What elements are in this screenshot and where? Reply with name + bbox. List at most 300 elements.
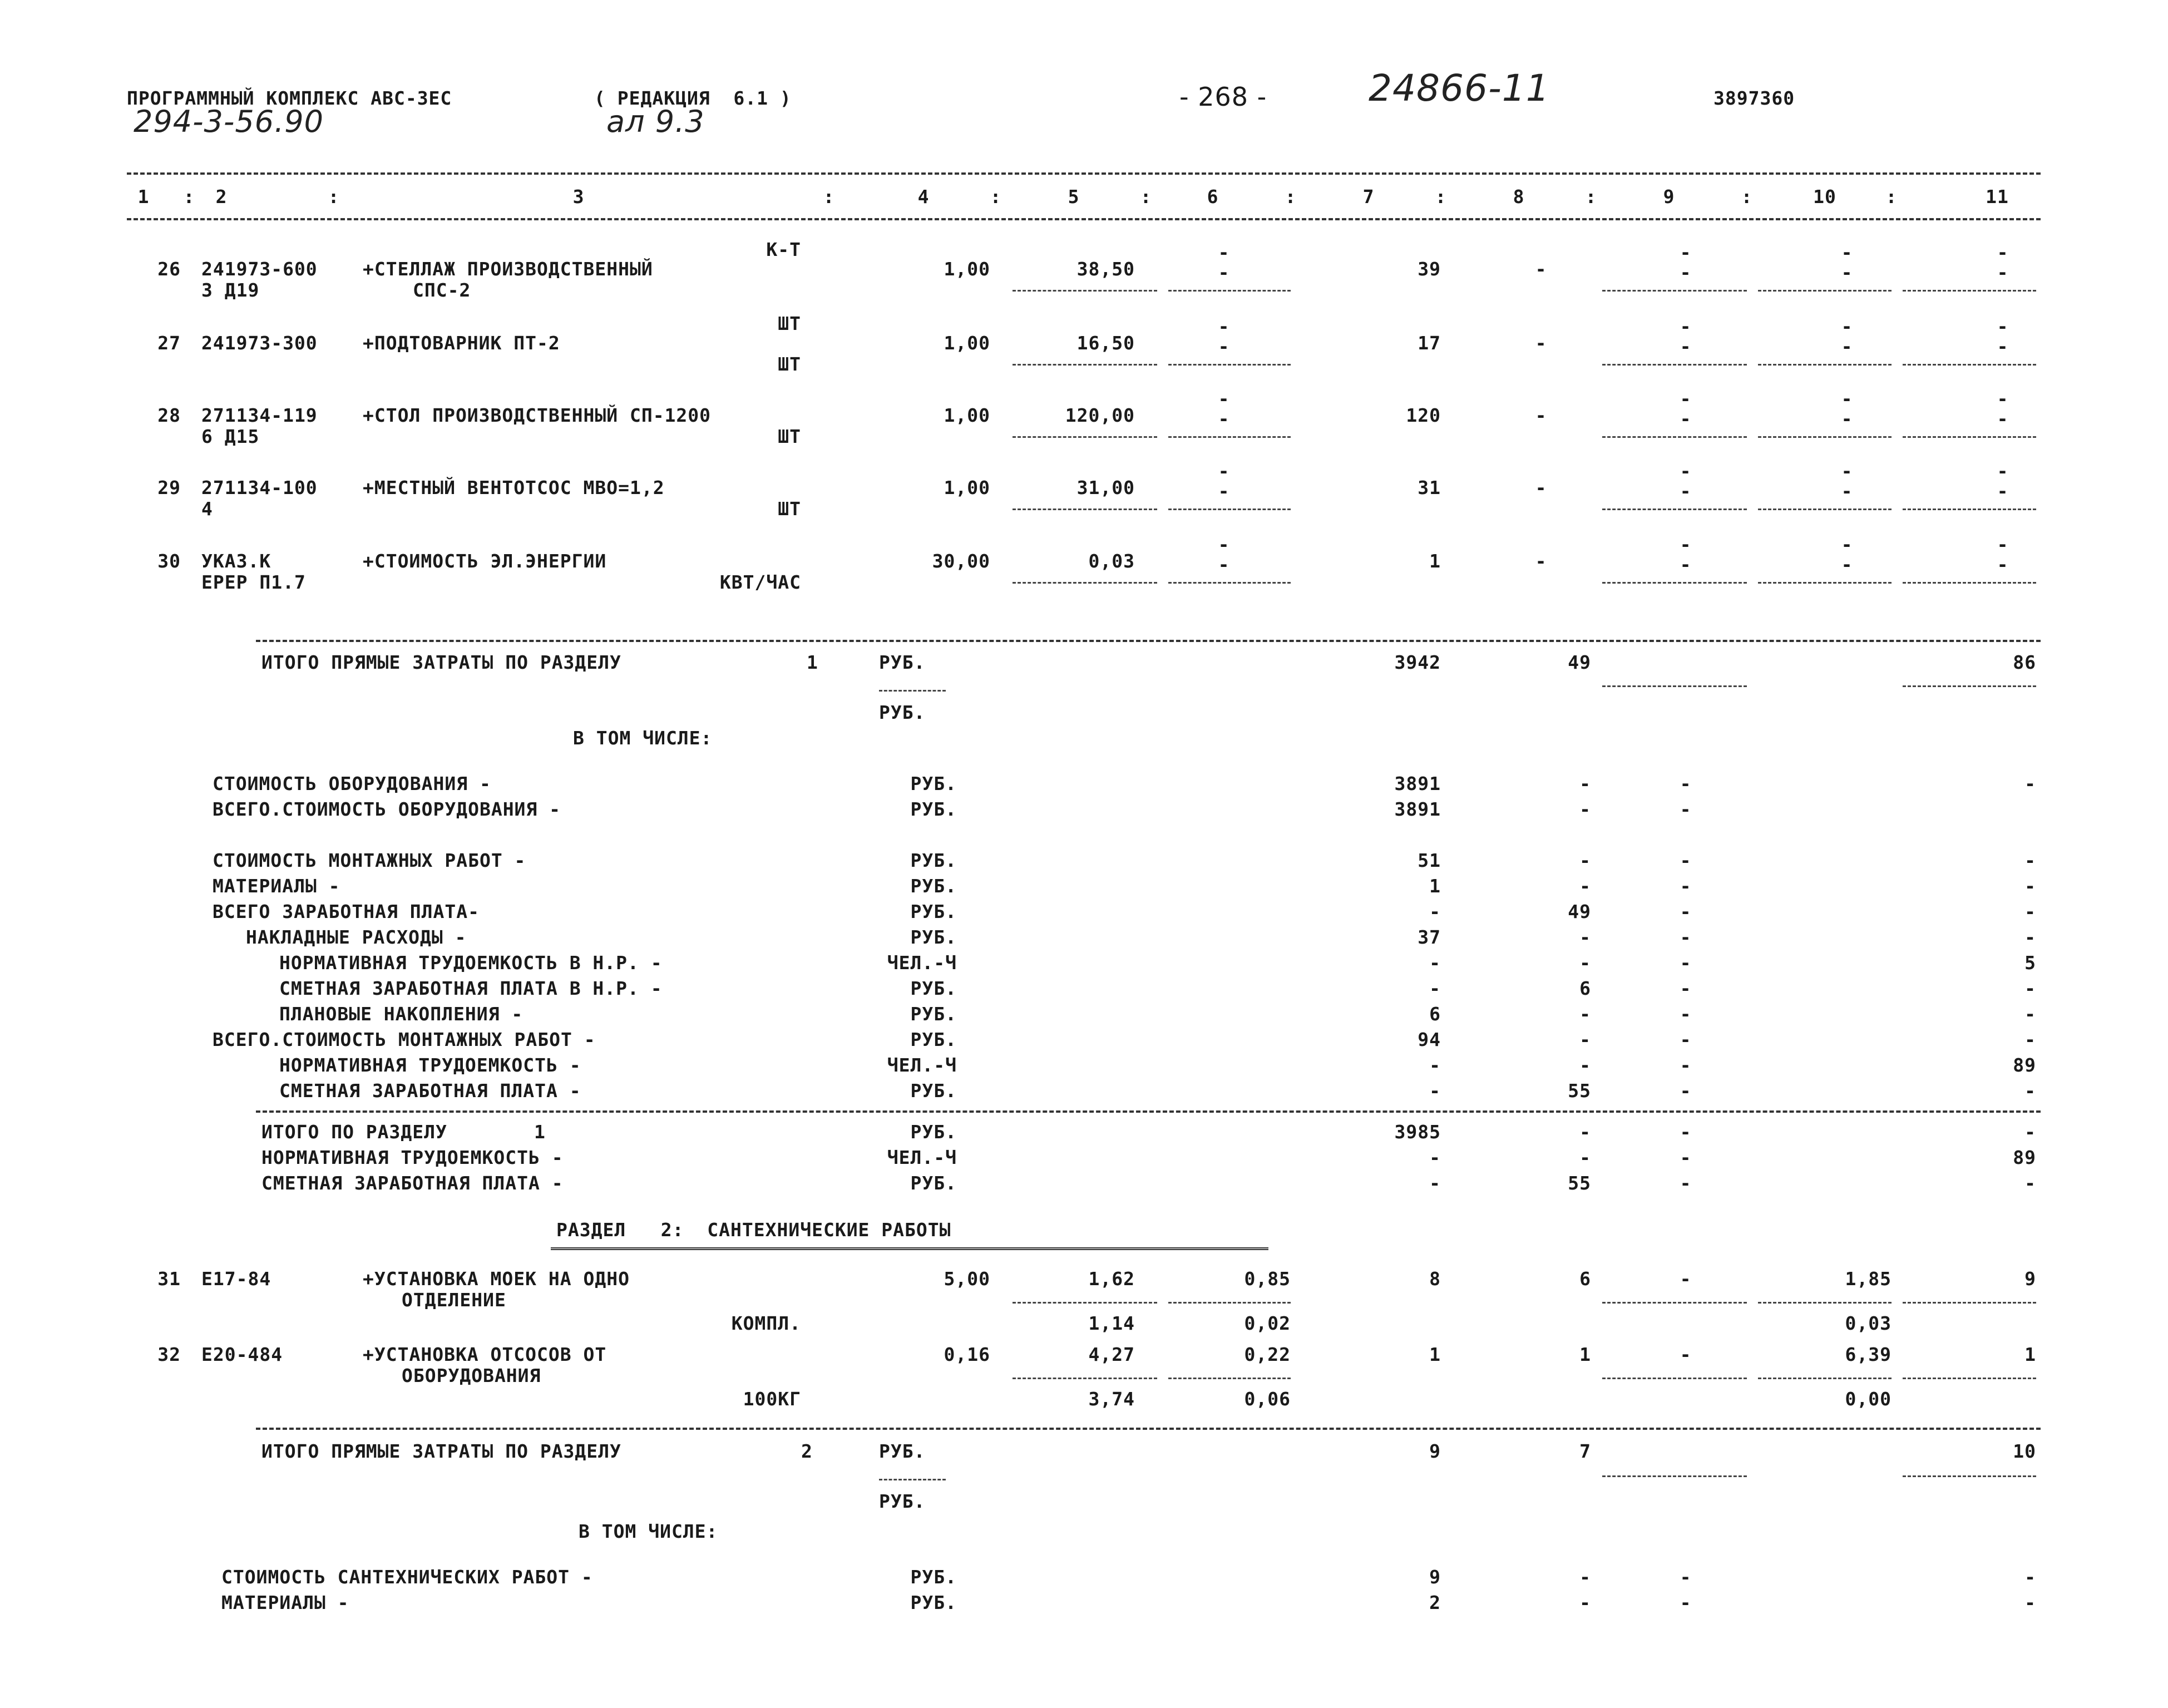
item-machine-wages: 0,02 <box>1244 1312 1291 1334</box>
item-name: +СТОЛ ПРОИЗВОДСТВЕННЫЙ СП-1200 <box>363 404 712 426</box>
item-dash: - <box>1218 335 1230 357</box>
item-unit-price: 4,27 <box>1088 1344 1135 1365</box>
rule <box>1758 364 1892 366</box>
breakdown-col9: - <box>1680 1592 1692 1613</box>
rule <box>1758 290 1892 292</box>
item-name: +УСТАНОВКА МОЕК НА ОДНО <box>363 1268 630 1290</box>
rule <box>1013 364 1157 366</box>
item-dash: - <box>1680 460 1692 482</box>
rule <box>1168 1378 1291 1379</box>
total-col7: 3942 <box>1394 651 1441 673</box>
total-col8: 49 <box>1568 651 1591 673</box>
item-labour-machine: 0,00 <box>1845 1388 1892 1410</box>
column-number: 4 <box>917 186 930 208</box>
item-col9: - <box>1680 1344 1692 1365</box>
grand-total-col7: - <box>1429 1147 1441 1168</box>
breakdown-col7: 1 <box>1429 875 1441 897</box>
item-total: 31 <box>1418 477 1441 498</box>
total-section-number: 1 <box>807 651 818 673</box>
column-separator: : <box>1435 186 1447 208</box>
grand-total-col8: - <box>1579 1121 1591 1143</box>
breakdown-col11: 5 <box>2024 952 2036 974</box>
item-name-line2: ОТДЕЛЕНИЕ <box>402 1289 506 1311</box>
breakdown-col7: 94 <box>1418 1029 1441 1050</box>
item-quantity: 5,00 <box>944 1268 990 1290</box>
item-number: 29 <box>157 477 181 498</box>
breakdown-col7: - <box>1429 978 1441 999</box>
rule <box>1903 685 2036 687</box>
item-unit-price: 38,50 <box>1076 258 1135 280</box>
column-number: 11 <box>1986 186 2009 208</box>
item-code: Е17-84 <box>201 1268 271 1290</box>
item-labour: 1,85 <box>1845 1268 1892 1290</box>
rule <box>551 1247 1268 1250</box>
breakdown-label: ВСЕГО.СТОИМОСТЬ ОБОРУДОВАНИЯ - <box>213 798 561 820</box>
breakdown-label: МАТЕРИАЛЫ - <box>221 1592 349 1613</box>
item-quantity: 30,00 <box>932 550 990 572</box>
breakdown-col8: - <box>1579 1003 1591 1025</box>
column-separator: : <box>1741 186 1753 208</box>
item-code-line2: 4 <box>201 498 213 520</box>
item-col9: - <box>1680 1268 1692 1290</box>
item-labour: 6,39 <box>1845 1344 1892 1365</box>
breakdown-label: ВСЕГО ЗАРАБОТНАЯ ПЛАТА- <box>213 901 480 922</box>
item-number: 28 <box>157 404 181 426</box>
rule <box>1758 582 1892 584</box>
breakdown-unit: РУБ. <box>910 773 957 794</box>
item-dash: - <box>1218 388 1230 409</box>
item-dash: - <box>1997 408 2009 430</box>
grand-total-col7: 3985 <box>1394 1121 1441 1143</box>
rule <box>1168 364 1291 366</box>
item-total: 120 <box>1406 404 1441 426</box>
rule <box>1602 509 1747 510</box>
item-code: Е20-484 <box>201 1344 283 1365</box>
rule <box>1602 1475 1747 1477</box>
rule <box>1602 685 1747 687</box>
rule <box>256 1428 2041 1430</box>
item-dash: - <box>1680 261 1692 283</box>
item-quantity: 1,00 <box>944 477 990 498</box>
column-number: 7 <box>1362 186 1375 208</box>
including-label: В ТОМ ЧИСЛЕ: <box>579 1521 718 1542</box>
column-separator: : <box>1885 186 1898 208</box>
total-col8: 7 <box>1579 1440 1591 1462</box>
item-name: +СТОИМОСТЬ ЭЛ.ЭНЕРГИИ <box>363 550 607 572</box>
item-name: +СТЕЛЛАЖ ПРОИЗВОДСТВЕННЫЙ <box>363 258 653 280</box>
item-total: 8 <box>1429 1268 1441 1290</box>
breakdown-label: СТОИМОСТЬ ОБОРУДОВАНИЯ - <box>213 773 491 794</box>
item-total: 1 <box>1429 1344 1441 1365</box>
breakdown-unit: РУБ. <box>910 1080 957 1102</box>
breakdown-col8: - <box>1579 798 1591 820</box>
rule <box>127 172 2041 175</box>
breakdown-col9: - <box>1680 1080 1692 1102</box>
breakdown-col9: - <box>1680 773 1692 794</box>
breakdown-label: НОРМАТИВНАЯ ТРУДОЕМКОСТЬ - <box>279 1054 581 1076</box>
breakdown-col8: - <box>1579 773 1591 794</box>
item-unit-price: 120,00 <box>1065 404 1135 426</box>
breakdown-col9: - <box>1680 952 1692 974</box>
handwritten-project: 294-3-56.90 <box>134 104 324 139</box>
item-code-line2: 3 Д19 <box>201 279 260 301</box>
item-quantity: 1,00 <box>944 332 990 354</box>
rule <box>256 1110 2041 1113</box>
rule <box>1602 364 1747 366</box>
grand-total-col11: - <box>2024 1172 2036 1194</box>
breakdown-col7: 9 <box>1429 1566 1441 1588</box>
item-number: 26 <box>157 258 181 280</box>
page-number: - 268 - <box>1179 82 1267 112</box>
item-total: 17 <box>1418 332 1441 354</box>
breakdown-unit: РУБ. <box>910 798 957 820</box>
rule <box>1168 436 1291 438</box>
item-dash: - <box>1680 241 1692 263</box>
item-dash: - <box>1218 534 1230 555</box>
breakdown-col11: - <box>2024 1592 2036 1613</box>
item-dash: - <box>1218 554 1230 575</box>
item-dash: - <box>1841 241 1853 263</box>
item-dash: - <box>1680 554 1692 575</box>
item-dash: - <box>1841 388 1853 409</box>
rule <box>256 640 2041 642</box>
item-dash: - <box>1841 554 1853 575</box>
breakdown-label: ПЛАНОВЫЕ НАКОПЛЕНИЯ - <box>279 1003 524 1025</box>
item-machine-cost: 0,22 <box>1244 1344 1291 1365</box>
grand-total-col11: 89 <box>2013 1147 2036 1168</box>
item-dash: - <box>1680 408 1692 430</box>
breakdown-unit: ЧЕЛ.-Ч <box>887 1054 957 1076</box>
rule <box>1903 436 2036 438</box>
item-dash: - <box>1218 261 1230 283</box>
column-separator: : <box>990 186 1002 208</box>
total-label: ИТОГО ПРЯМЫЕ ЗАТРАТЫ ПО РАЗДЕЛУ <box>261 651 621 673</box>
item-name-line2: ОБОРУДОВАНИЯ <box>402 1365 541 1386</box>
item-dash: - <box>1841 460 1853 482</box>
item-machine-wages: 0,06 <box>1244 1388 1291 1410</box>
breakdown-col9: - <box>1680 901 1692 922</box>
item-dash: - <box>1218 408 1230 430</box>
breakdown-unit: РУБ. <box>910 1003 957 1025</box>
column-number: 9 <box>1663 186 1675 208</box>
rule <box>1168 509 1291 510</box>
total-col7: 9 <box>1429 1440 1441 1462</box>
item-dash: - <box>1218 460 1230 482</box>
breakdown-label: ВСЕГО.СТОИМОСТЬ МОНТАЖНЫХ РАБОТ - <box>213 1029 596 1050</box>
item-unit-price-wages: 3,74 <box>1088 1388 1135 1410</box>
item-unit: ШТ <box>778 498 801 520</box>
breakdown-label: СМЕТНАЯ ЗАРАБОТНАЯ ПЛАТА - <box>279 1080 581 1102</box>
item-dash: - <box>1997 534 2009 555</box>
handwritten-album: ал 9.3 <box>606 104 705 139</box>
item-unit: ШТ <box>778 426 801 447</box>
rule <box>1013 1378 1157 1379</box>
item-machine-cost: 0,85 <box>1244 1268 1291 1290</box>
breakdown-col7: 3891 <box>1394 798 1441 820</box>
column-number: 3 <box>572 186 585 208</box>
item-dash: - <box>1218 315 1230 337</box>
breakdown-unit: РУБ. <box>910 926 957 948</box>
breakdown-label: НАКЛАДНЫЕ РАСХОДЫ - <box>246 926 467 948</box>
breakdown-col7: - <box>1429 901 1441 922</box>
item-name: +ПОДТОВАРНИК ПТ-2 <box>363 332 560 354</box>
item-unit: КОМПЛ. <box>731 1312 801 1334</box>
breakdown-col11: - <box>2024 978 2036 999</box>
item-col8: - <box>1535 258 1547 280</box>
breakdown-unit: ЧЕЛ.-Ч <box>887 952 957 974</box>
item-code-line2: 6 Д15 <box>201 426 260 447</box>
item-dash: - <box>1218 480 1230 502</box>
breakdown-col9: - <box>1680 978 1692 999</box>
grand-total-col11: - <box>2024 1121 2036 1143</box>
rule <box>1602 582 1747 584</box>
breakdown-col11: - <box>2024 773 2036 794</box>
column-number: 2 <box>215 186 228 208</box>
breakdown-unit: РУБ. <box>910 875 957 897</box>
breakdown-col9: - <box>1680 1566 1692 1588</box>
column-separator: : <box>1285 186 1297 208</box>
breakdown-unit: РУБ. <box>910 1592 957 1613</box>
item-unit-price: 1,62 <box>1088 1268 1135 1290</box>
grand-total-col8: 55 <box>1568 1172 1591 1194</box>
item-dash: - <box>1680 480 1692 502</box>
breakdown-col11: - <box>2024 926 2036 948</box>
section2-title: РАЗДЕЛ 2: САНТЕХНИЧЕСКИЕ РАБОТЫ <box>556 1219 951 1241</box>
breakdown-unit: РУБ. <box>910 978 957 999</box>
including-label: В ТОМ ЧИСЛЕ: <box>573 727 713 749</box>
breakdown-col11: - <box>2024 1080 2036 1102</box>
rule <box>1013 436 1157 438</box>
breakdown-col8: - <box>1579 926 1591 948</box>
grand-total-unit: РУБ. <box>910 1121 957 1143</box>
breakdown-col9: - <box>1680 1003 1692 1025</box>
item-unit-price-wages: 1,14 <box>1088 1312 1135 1334</box>
column-separator: : <box>1140 186 1152 208</box>
grand-total-col9: - <box>1680 1121 1692 1143</box>
grand-total-col7: - <box>1429 1172 1441 1194</box>
rule <box>1602 290 1747 292</box>
breakdown-label: МАТЕРИАЛЫ - <box>213 875 340 897</box>
rule <box>1602 1378 1747 1379</box>
rule <box>879 690 946 692</box>
rule <box>1903 1475 2036 1477</box>
breakdown-col8: - <box>1579 1592 1591 1613</box>
breakdown-col9: - <box>1680 850 1692 871</box>
item-code: 241973-300 <box>201 332 318 354</box>
breakdown-col11: - <box>2024 1566 2036 1588</box>
item-code: 241973-600 <box>201 258 318 280</box>
breakdown-col11: - <box>2024 1029 2036 1050</box>
breakdown-col8: - <box>1579 952 1591 974</box>
item-col8: - <box>1535 332 1547 354</box>
item-dash: - <box>1680 315 1692 337</box>
breakdown-col9: - <box>1680 1054 1692 1076</box>
rule <box>1013 582 1157 584</box>
breakdown-col11: - <box>2024 850 2036 871</box>
item-dash: - <box>1841 534 1853 555</box>
breakdown-col8: 49 <box>1568 901 1591 922</box>
item-code: 271134-100 <box>201 477 318 498</box>
total-col11: 86 <box>2013 651 2036 673</box>
item-number: 27 <box>157 332 181 354</box>
total-label: ИТОГО ПРЯМЫЕ ЗАТРАТЫ ПО РАЗДЕЛУ <box>261 1440 621 1462</box>
column-separator: : <box>1585 186 1597 208</box>
grand-total-label: НОРМАТИВНАЯ ТРУДОЕМКОСТЬ - <box>261 1147 564 1168</box>
item-dash: - <box>1997 261 2009 283</box>
item-number: 30 <box>157 550 181 572</box>
item-dash: - <box>1997 388 2009 409</box>
item-dash: - <box>1997 241 2009 263</box>
item-labour-machine: 0,03 <box>1845 1312 1892 1334</box>
breakdown-col9: - <box>1680 798 1692 820</box>
item-col8: 6 <box>1579 1268 1591 1290</box>
total-unit: РУБ. <box>879 651 926 673</box>
breakdown-col11: - <box>2024 901 2036 922</box>
handwritten-number: 24866-11 <box>1369 67 1550 110</box>
column-separator: : <box>328 186 340 208</box>
rule <box>1903 582 2036 584</box>
breakdown-col9: - <box>1680 875 1692 897</box>
grand-total-col9: - <box>1680 1147 1692 1168</box>
breakdown-col7: - <box>1429 952 1441 974</box>
item-dash: - <box>1841 261 1853 283</box>
breakdown-col8: 55 <box>1568 1080 1591 1102</box>
breakdown-col7: 51 <box>1418 850 1441 871</box>
item-unit: КВТ/ЧАС <box>719 571 801 593</box>
item-name: +МЕСТНЫЙ ВЕНТОТСОС МВО=1,2 <box>363 477 665 498</box>
column-number: 6 <box>1207 186 1219 208</box>
column-number: 10 <box>1813 186 1836 208</box>
item-code: УКАЗ.К <box>201 550 271 572</box>
item-col11: 1 <box>2024 1344 2036 1365</box>
rule <box>1903 364 2036 366</box>
rule <box>127 218 2041 220</box>
item-total: 39 <box>1418 258 1441 280</box>
total-col11: 10 <box>2013 1440 2036 1462</box>
rule <box>1168 1302 1291 1304</box>
item-dash: - <box>1680 388 1692 409</box>
breakdown-col8: 6 <box>1579 978 1591 999</box>
rule <box>1013 509 1157 510</box>
breakdown-label: СТОИМОСТЬ МОНТАЖНЫХ РАБОТ - <box>213 850 526 871</box>
rule <box>1758 1378 1892 1379</box>
item-quantity: 0,16 <box>944 1344 990 1365</box>
breakdown-col8: - <box>1579 875 1591 897</box>
rule <box>1168 582 1291 584</box>
breakdown-col8: - <box>1579 1029 1591 1050</box>
breakdown-label: НОРМАТИВНАЯ ТРУДОЕМКОСТЬ В Н.Р. - <box>279 952 663 974</box>
rule <box>1168 290 1291 292</box>
item-name-line2: СПС-2 <box>413 279 471 301</box>
item-col11: 9 <box>2024 1268 2036 1290</box>
grand-total-section: 1 <box>534 1121 546 1143</box>
breakdown-col8: - <box>1579 1054 1591 1076</box>
breakdown-col7: - <box>1429 1080 1441 1102</box>
item-code-line2: ЕРЕР П1.7 <box>201 571 306 593</box>
program-name: ПРОГРАММНЫЙ КОМПЛЕКС АВС-3ЕС <box>127 87 452 109</box>
breakdown-col8: - <box>1579 1566 1591 1588</box>
breakdown-unit: РУБ. <box>910 901 957 922</box>
item-number: 31 <box>157 1268 181 1290</box>
item-dash: - <box>1997 460 2009 482</box>
breakdown-col9: - <box>1680 926 1692 948</box>
breakdown-label: СТОИМОСТЬ САНТЕХНИЧЕСКИХ РАБОТ - <box>221 1566 593 1588</box>
rule <box>1602 1302 1747 1304</box>
item-dash: - <box>1841 480 1853 502</box>
item-unit: К-Т <box>766 239 801 260</box>
rule <box>1903 509 2036 510</box>
breakdown-label: СМЕТНАЯ ЗАРАБОТНАЯ ПЛАТА В Н.Р. - <box>279 978 663 999</box>
item-dash: - <box>1997 554 2009 575</box>
grand-total-label: ИТОГО ПО РАЗДЕЛУ <box>261 1121 447 1143</box>
grand-total-unit: ЧЕЛ.-Ч <box>887 1147 957 1168</box>
breakdown-unit: РУБ. <box>910 1566 957 1588</box>
item-col8: - <box>1535 404 1547 426</box>
item-col8: - <box>1535 550 1547 572</box>
rule <box>1758 509 1892 510</box>
item-dash: - <box>1680 534 1692 555</box>
rule <box>1013 1302 1157 1304</box>
item-col8: 1 <box>1579 1344 1591 1365</box>
rule <box>1903 290 2036 292</box>
rule <box>879 1479 946 1480</box>
grand-total-col8: - <box>1579 1147 1591 1168</box>
total-unit-2: РУБ. <box>879 702 926 723</box>
total-section-number: 2 <box>801 1440 813 1462</box>
breakdown-col11: - <box>2024 875 2036 897</box>
doc-code: 3897360 <box>1713 87 1795 109</box>
column-number: 5 <box>1068 186 1080 208</box>
column-number: 8 <box>1513 186 1525 208</box>
rule <box>1602 436 1747 438</box>
column-number: 1 <box>137 186 150 208</box>
item-unit: 100КГ <box>743 1388 801 1410</box>
rule <box>1758 436 1892 438</box>
breakdown-unit: РУБ. <box>910 850 957 871</box>
edition: ( РЕДАКЦИЯ 6.1 ) <box>594 87 792 109</box>
breakdown-col7: - <box>1429 1054 1441 1076</box>
item-dash: - <box>1997 480 2009 502</box>
item-unit-price: 31,00 <box>1076 477 1135 498</box>
rule <box>1903 1302 2036 1304</box>
breakdown-col11: 89 <box>2013 1054 2036 1076</box>
breakdown-col7: 37 <box>1418 926 1441 948</box>
item-unit: ШТ <box>778 353 801 375</box>
item-col8: - <box>1535 477 1547 498</box>
item-unit: ШТ <box>778 313 801 334</box>
breakdown-col8: - <box>1579 850 1591 871</box>
item-name: +УСТАНОВКА ОТСОСОВ ОТ <box>363 1344 607 1365</box>
item-code: 271134-119 <box>201 404 318 426</box>
item-quantity: 1,00 <box>944 258 990 280</box>
item-number: 32 <box>157 1344 181 1365</box>
breakdown-col7: 2 <box>1429 1592 1441 1613</box>
item-dash: - <box>1841 408 1853 430</box>
item-dash: - <box>1997 335 2009 357</box>
rule <box>1903 1378 2036 1379</box>
grand-total-label: СМЕТНАЯ ЗАРАБОТНАЯ ПЛАТА - <box>261 1172 564 1194</box>
grand-total-unit: РУБ. <box>910 1172 957 1194</box>
grand-total-col9: - <box>1680 1172 1692 1194</box>
breakdown-col11: - <box>2024 1003 2036 1025</box>
breakdown-col7: 6 <box>1429 1003 1441 1025</box>
item-unit-price: 0,03 <box>1088 550 1135 572</box>
item-total: 1 <box>1429 550 1441 572</box>
rule <box>1013 290 1157 292</box>
item-dash: - <box>1841 335 1853 357</box>
item-dash: - <box>1997 315 2009 337</box>
total-unit-2: РУБ. <box>879 1490 926 1512</box>
